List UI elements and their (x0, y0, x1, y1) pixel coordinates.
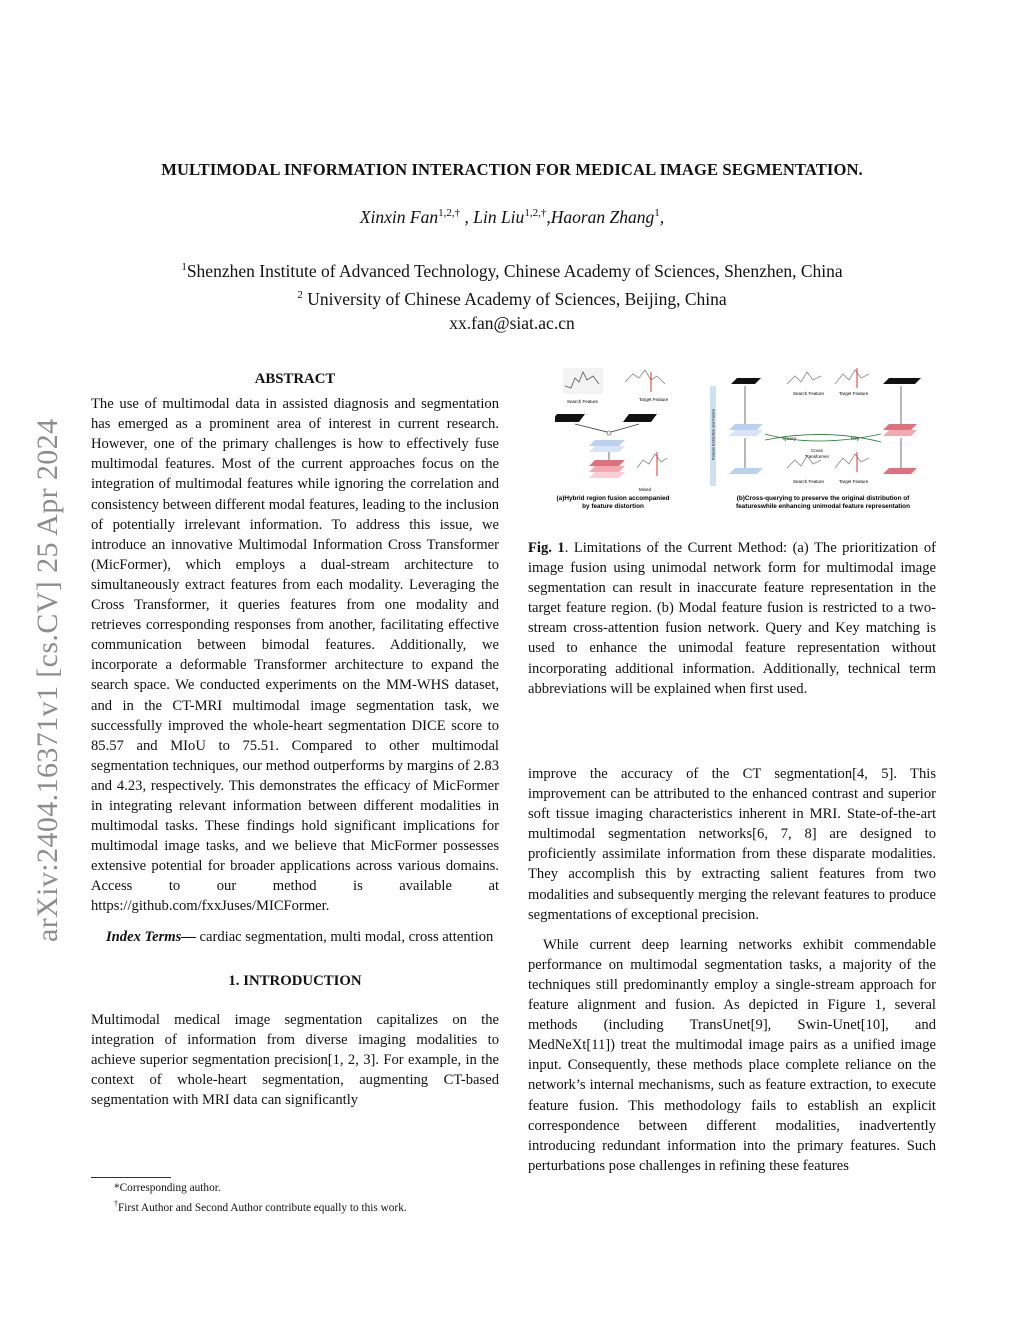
target-feature-slab (623, 414, 657, 422)
mixed-feature-layer (589, 472, 625, 478)
search-feature-label: Search Feature (793, 391, 825, 396)
author-affiliation-mark: 1,2,† (524, 207, 547, 219)
abstract-text: The use of multimodal data in assisted diagnosis and segmentation has emerged as a prominent area of interest in current research. However, one of the primary challenges is how to effectively fuse multimodal features. Most of the current approaches focus on the integration of multimodal features while ignoring the correlation and consistency between different modal features, leading to the inclusion of potentially irrelevant information. To address this issue, we introduce an innovative Multimodal Information Cross Transformer (MicFormer), which employs a dual-stream architecture to simultaneously extract features from each modality. Leveraging the Cross Transformer, it queries features from one modality and retrieves corresponding responses from another, facilitating effective communication between bimodal features. Additionally, we incorporate a deformable Transformer architecture to expand the search space. We conducted experiments on the MM-WHS dataset, and in the CT-MRI multimodal image segmentation task, we successfully improved the whole-heart segmentation DICE score to 85.57 and MIoU to 75.51. Compared to other multimodal segmentation techniques, our method outperforms by margins of 2.83 and 4.23, respectively. This demonstrates the efficacy of MicFormer in integrating relevant information between different modalities in multimodal tasks. These findings hold significant implications for multimodal image tasks, and we believe that MicFormer possesses extensive potential for broader applications across various domains. Access to our method is available at https://github.com/fxxJuses/MICFormer. (91, 396, 499, 915)
target-output-layer (883, 468, 917, 474)
search-input-slab (731, 378, 761, 384)
arxiv-identifier: arXiv:2404.16371v1 [cs.CV] 25 Apr 2024 (31, 418, 64, 942)
fusion-arrow (575, 424, 607, 432)
paper-title: MULTIMODAL INFORMATION INTERACTION FOR MEDICAL IMAGE SEGMENTATION. (161, 160, 863, 179)
affiliation-text: University of Chinese Academy of Sciences, Beijing, China (302, 289, 727, 309)
query-label: Query (783, 437, 797, 442)
search-feature-label: Search Feature (793, 479, 825, 484)
footnote-rule (91, 1177, 171, 1178)
affiliation-line (0, 283, 1024, 311)
affiliation-mark: 1 (181, 261, 187, 273)
search-feature-label: Search Feature (567, 399, 599, 404)
footnotes (91, 1177, 501, 1216)
search-signal-icon (787, 372, 821, 384)
target-signal-icon (835, 454, 869, 468)
vertical-axis-label: Feature Extraction and Fusion (711, 409, 716, 460)
fused-feature-layer (589, 440, 625, 446)
target-feature-layer (883, 430, 917, 436)
figure-caption (528, 538, 936, 699)
mixed-feature-layer (589, 466, 625, 472)
author-list: Xinxin Fan$^{1,2,\dagger}$ , Lin Liu$^{1,2,\dagger}$,Haoran Zhang$^1$, (359, 207, 665, 227)
footnote-text: First Author and Second Author contribute equally to this work. (118, 1201, 407, 1214)
target-feature-label: Target Feature (839, 391, 869, 396)
author-name: Xinxin Fan (359, 207, 439, 227)
footnote: *Corresponding author. (114, 1182, 221, 1194)
mixed-signal-icon (637, 454, 667, 468)
body-paragraph: While current deep learning networks exhibit commendable performance on multimodal segmentation tasks, a majority of the techniques still predominantly employ a single-stream approach for feature alignment and fusion. As depicted in Figure 1, several methods (including TransUnet[9], Swin-Unet[10], and MedNeXt[11]) treat the multimodal image pairs as a unified image input. Consequently, these methods place complete reliance on the network’s internal mechanisms, such as feature extraction, to execute feature fusion. This methodology fails to establish an explicit correspondence between different modalities, inadvertently introducing redundant information into the primary features. Such perturbations pose challenges in refining these features (528, 936, 936, 1174)
index-terms-text: cardiac segmentation, multi modal, cross attention (195, 928, 494, 945)
footnote (91, 1196, 501, 1216)
affiliation-mark: 2 (297, 289, 303, 301)
fusion-node-icon (607, 431, 611, 435)
author-name: Lin Liu (473, 207, 525, 227)
search-output-layer (729, 468, 763, 474)
author-name: Haoran Zhang (550, 207, 655, 227)
author-affiliation-mark: 1 (654, 207, 660, 219)
index-terms (91, 927, 499, 947)
left-column (91, 369, 499, 1110)
figure-1 (555, 364, 940, 522)
author-email: xx.fan@siat.ac.cn (449, 313, 575, 333)
cross-transformer-label: Transformer (804, 454, 830, 459)
body-paragraph: improve the accuracy of the CT segmentation[4, 5]. This improvement can be attributed to the enhanced contrast and superior soft tissue imaging characteristics inherent in MRI. State-of-the-art multimodal segmentation networks[6, 7, 8] are designed to proficiently assimilate information from these disparate modalities. They accomplish this by extracting salient features from two modalities and subsequently merging the relevant features to produce segmentations of exceptional precision. (528, 766, 936, 923)
intro-heading: 1. INTRODUCTION (228, 972, 362, 989)
target-input-slab (883, 378, 921, 384)
fused-feature-layer (589, 446, 625, 452)
abstract-heading: ABSTRACT (254, 371, 336, 387)
figure-caption-text: . Limitations of the Current Method: (a) The prioritization of image fusion using unimodal network form for multimodal image segmentation can result in inaccurate feature representation in the target feature region. (b) Modal feature fusion is restricted to a two-stream cross-attention fusion network. Query and Key matching is used to enhance the unimodal feature representation without incorporating additional information. Additionally, technical term abbreviations will be explained when first used. (528, 540, 936, 697)
search-feature-layer (729, 430, 763, 436)
intro-paragraph: Multimodal medical image segmentation capitalizes on the integration of information from diverse imaging modalities to achieve superior segmentation precision[1, 2, 3]. For example, in the context of whole-heart segmentation, augmenting CT-based segmentation with MRI data can significantly (91, 1011, 499, 1109)
target-signal-icon (625, 370, 665, 384)
target-feature-layer (883, 424, 917, 430)
target-feature-label: Target Feature (639, 397, 669, 402)
affiliation-line (0, 255, 1024, 283)
figure-panel-b (710, 368, 921, 510)
cross-transformer-label: Cross (811, 448, 823, 453)
panel-b-caption-line: (b)Cross-querying to preserve the original distribution of (736, 495, 910, 502)
panel-a-caption-line: (a)Hybrid region fusion accompanied (556, 495, 670, 502)
figure-panel-a (555, 368, 670, 510)
target-feature-label: Target Feature (839, 479, 869, 484)
footnote-mark: † (114, 1199, 118, 1208)
panel-a-caption-line: by feature distortion (582, 503, 644, 510)
key-label: Key (851, 437, 860, 442)
author-affiliation-mark: 1,2,† (438, 207, 461, 219)
affiliations (0, 255, 1024, 335)
target-signal-icon (835, 370, 869, 384)
search-feature-layer (729, 424, 763, 430)
mixed-label: Mixed (639, 487, 652, 492)
fusion-arrow (611, 424, 639, 432)
search-feature-slab (555, 414, 585, 422)
figure-caption-label: Fig. 1 (528, 540, 565, 556)
right-column (528, 764, 936, 1176)
index-terms-label: Index Terms— (106, 928, 196, 945)
affiliation-text: Shenzhen Institute of Advanced Technology, Chinese Academy of Sciences, Shenzhen, China (186, 261, 843, 281)
mixed-feature-layer (589, 460, 625, 466)
panel-b-caption-line: featureswhile enhancing unimodal feature representation (735, 503, 911, 510)
